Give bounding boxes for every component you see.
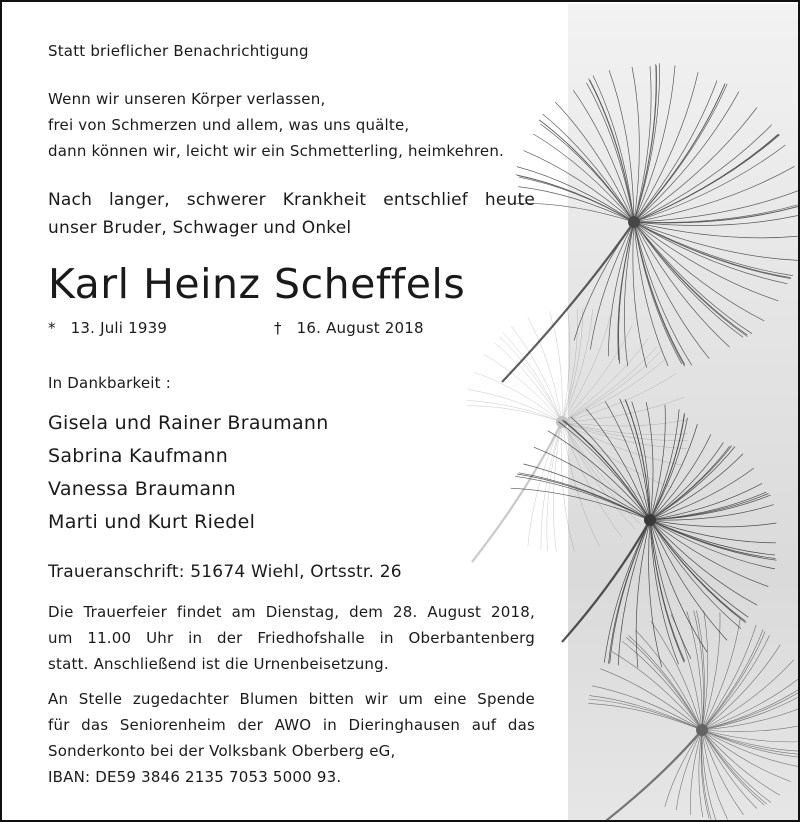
seed-filament (503, 333, 562, 423)
seed-filament (528, 422, 562, 547)
donation-line-1: An Stelle zugedachter Blumen bitten wir um eine Spende (48, 690, 535, 708)
seed-filament (547, 422, 562, 551)
birth-date-value: 13. Juli 1939 (70, 319, 168, 337)
ceremony-line-1: Die Trauerfeier findet am Dienstag, dem 28. August 2018, (48, 603, 535, 621)
poem-line-1: Wenn wir unseren Körper verlassen, (48, 90, 326, 108)
seed-filament (553, 422, 562, 552)
death-date-value: 16. August 2018 (296, 319, 424, 337)
mourner-1: Gisela und Rainer Braumann (48, 412, 329, 434)
seed-filament (468, 390, 562, 423)
ceremony-line-2: um 11.00 Uhr in der Friedhofshalle in Oberbantenberg (48, 629, 535, 647)
header-line: Statt brieflicher Benachrichtigung (48, 42, 309, 60)
gratitude-label: In Dankbarkeit : (48, 374, 171, 392)
seed-filament (484, 355, 562, 423)
seed-core (556, 416, 568, 428)
seed-filament (528, 317, 562, 422)
seed-filament (467, 406, 562, 422)
poem-line-2: frei von Schmerzen und allem, was uns quälte, (48, 116, 410, 134)
death-symbol: † (274, 319, 282, 337)
poem-line-3: dann können wir, leicht wir ein Schmetterling, heimkehren. (48, 142, 505, 160)
seed-filament (499, 337, 562, 422)
dandelion-photo (568, 4, 800, 822)
deceased-name: Karl Heinz Scheffels (48, 260, 466, 308)
mourning-address: Traueranschrift: 51674 Wiehl, Ortsstr. 26 (48, 562, 402, 582)
seed-filament (511, 326, 562, 422)
announcement-line-1: Nach langer, schwerer Krankheit entschlief heute (48, 190, 535, 210)
death-date (274, 319, 424, 337)
announcement-line-2: unser Bruder, Schwager und Onkel (48, 218, 352, 238)
ceremony-line-3: statt. Anschließend ist die Urnenbeisetzung. (48, 655, 389, 673)
donation-line-2: für das Seniorenheim der AWO in Dieringhausen auf das (48, 716, 535, 734)
seed-filament (541, 422, 562, 550)
seed-stem (472, 422, 562, 562)
mourner-2: Sabrina Kaufmann (48, 445, 229, 467)
donation-line-3: Sonderkonto bei der Volksbank Oberberg eG, (48, 742, 396, 760)
birth-date (48, 319, 167, 337)
donation-line-4: IBAN: DE59 3846 2135 7053 5000 93. (48, 768, 342, 786)
seed-filament (466, 401, 562, 423)
seed-filament (474, 372, 562, 422)
seed-filament (550, 311, 563, 422)
mourner-4: Marti und Kurt Riedel (48, 511, 256, 533)
birth-symbol: * (48, 319, 56, 337)
seed-filament (494, 343, 562, 422)
mourner-3: Vanessa Braumann (48, 478, 236, 500)
